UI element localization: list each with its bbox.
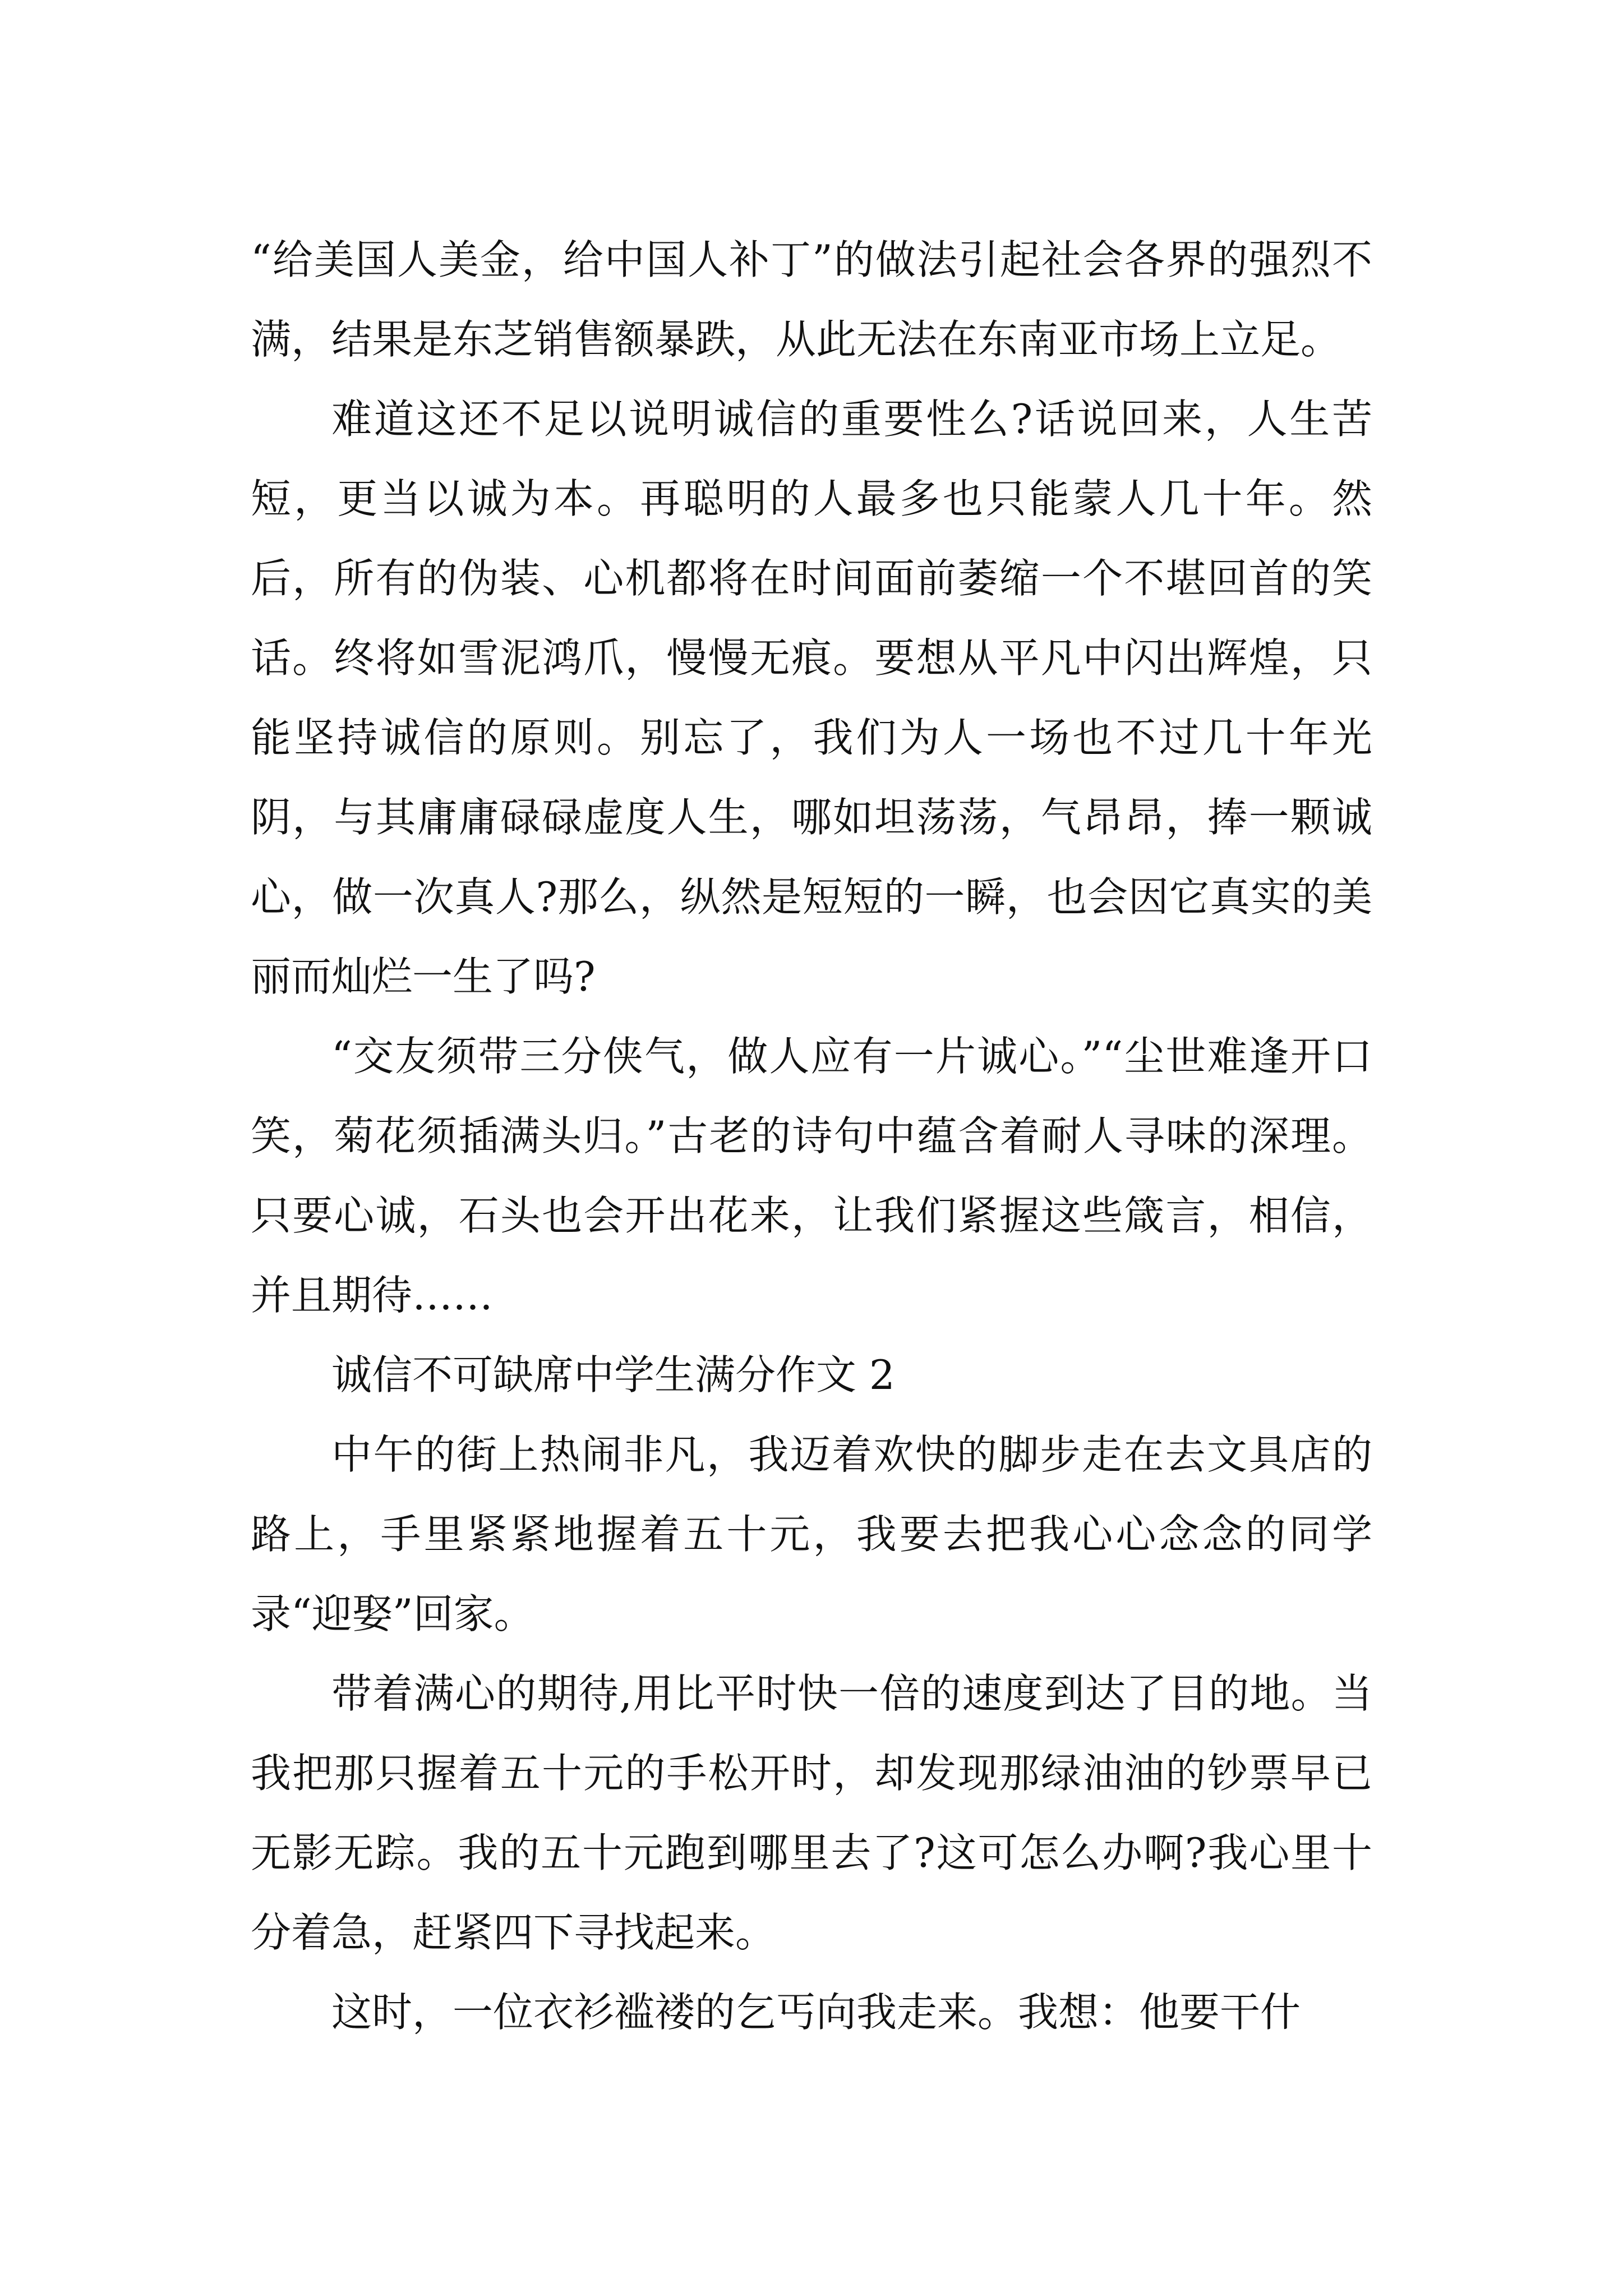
paragraph-1: “给美国人美金，给中国人补丁”的做法引起社会各界的强烈不满，结果是东芝销售额暴跌，从此无法在东南亚市场上立足。: [251, 236, 1372, 363]
paragraph-5: 带着满心的期待,用比平时快一倍的速度到达了目的地。当我把那只握着五十元的手松开时，却发现那绿油油的钞票早已无影无踪。我的五十元跑到哪里去了?这可怎么办啊?我心里十分着急，赶紧四下寻找起来。: [251, 1670, 1372, 1956]
document-body: [251, 220, 1372, 2052]
paragraph-2: 难道这还不足以说明诚信的重要性么?话说回来，人生苦短，更当以诚为本。再聪明的人最多也只能蒙人几十年。然后，所有的伪装、心机都将在时间面前萎缩一个不堪回首的笑话。终将如雪泥鸿爪，慢慢无痕。要想从平凡中闪出辉煌，只能坚持诚信的原则。别忘了，我们为人一场也不过几十年光阴，与其庸庸碌碌虚度人生，哪如坦荡荡，气昂昂，捧一颗诚心，做一次真人?那么，纵然是短短的一瞬，也会因它真实的美丽而灿烂一生了吗?: [251, 395, 1372, 1000]
paragraph-3: “交友须带三分侠气，做人应有一片诚心。”“尘世难逢开口笑，菊花须插满头归。”古老的诗句中蕴含着耐人寻味的深理。只要心诚，石头也会开出花来，让我们紧握这些箴言，相信，并且期待……: [251, 1033, 1372, 1319]
paragraph-6: 这时，一位衣衫褴褛的乞丐向我走来。我想：他要干什: [331, 1989, 1301, 2036]
section-heading: 诚信不可缺席中学生满分作文 2: [331, 1351, 895, 1398]
paragraph-4: 中午的街上热闹非凡，我迈着欢快的脚步走在去文具店的路上，手里紧紧地握着五十元，我要去把我心心念念的同学录“迎娶”回家。: [251, 1431, 1372, 1637]
